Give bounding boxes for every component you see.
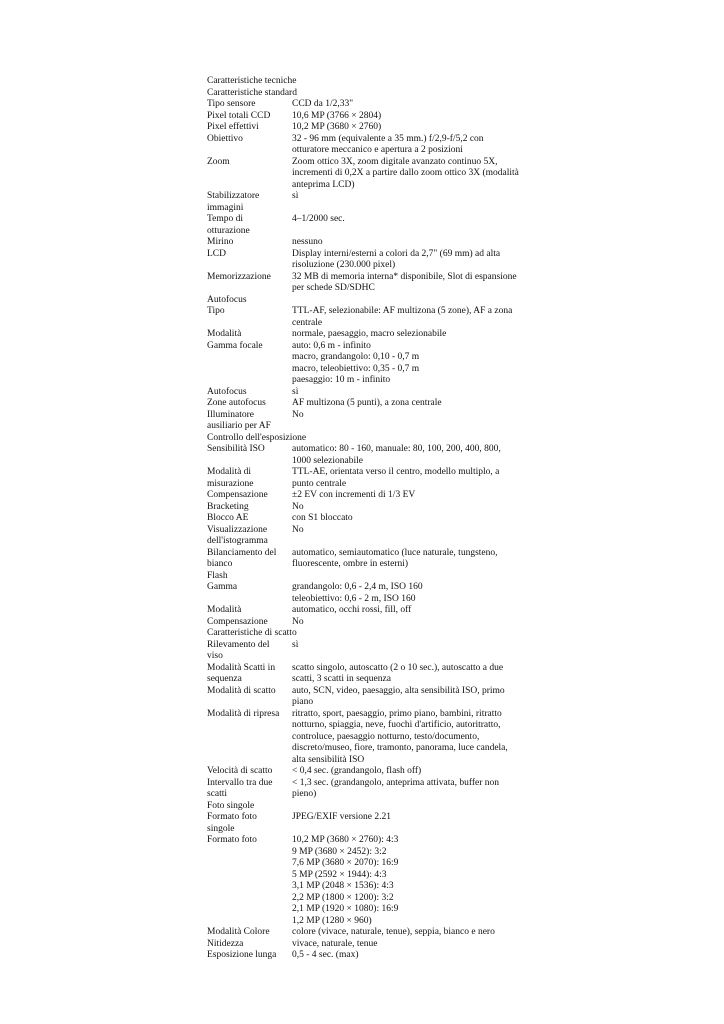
spec-row [207, 467, 527, 490]
spec-label: Blocco AE [207, 513, 249, 523]
spec-row [207, 214, 527, 237]
spec-label: Modalità Colore [207, 927, 270, 937]
spec-value: 10,2 MP (3680 × 2760) [292, 122, 382, 132]
spec-value: colore (vivace, naturale, tenue), seppia, bianco e nero [292, 927, 495, 937]
spec-value: sì [292, 639, 299, 650]
spec-value: sì [292, 386, 299, 397]
spec-row [207, 548, 527, 571]
spec-value: 32 MB di memoria interna* disponibile, Slot di espansione per schede SD/SDHC [292, 271, 517, 293]
spec-row [207, 663, 527, 686]
spec-label: Pixel effettivi [207, 122, 259, 132]
spec-row [207, 605, 527, 617]
spec-label: Visualizzazione dell'istogramma [207, 524, 268, 546]
spec-row [207, 410, 527, 433]
spec-label: Esposizione lunga [207, 950, 277, 960]
spec-label: Rilevamento del viso [207, 639, 270, 661]
spec-value: No [292, 524, 304, 535]
section-heading: Controllo dell'esposizione [207, 432, 307, 443]
spec-label: Modalità di scatto [207, 685, 276, 696]
spec-value: TTL-AF, selezionabile: AF multizona (5 zone), AF a zona centrale [292, 306, 513, 328]
spec-row [207, 490, 527, 502]
spec-label: Memorizzazione [207, 271, 271, 282]
spec-label: Modalità di ripresa [207, 708, 280, 719]
spec-row [207, 778, 527, 801]
spec-value: CCD da 1/2,33" [292, 99, 354, 109]
spec-value: auto, SCN, video, paesaggio, alta sensibilità ISO, primo piano [292, 685, 505, 707]
spec-label: Mirino [207, 237, 234, 247]
spec-value: automatico, occhi rossi, fill, off [292, 605, 412, 615]
spec-row [207, 950, 527, 962]
spec-label: Obiettivo [207, 133, 243, 144]
spec-value: 10,2 MP (3680 × 2760): 4:3 9 MP (3680 × 2452): 3:2 7,6 MP (3680 × 2070): 16:9 5 MP (2592 × 1944): 4:3 3,1 MP (2048 × 1536): 4:3 2,2 MP (1800 × 1200): 3:2 2,1 MP (1920 × 1080): 16:9 1,2 MP (1280 × 960) [292, 835, 399, 926]
spec-row [207, 617, 527, 629]
spec-value: ±2 EV con incrementi di 1/3 EV [292, 490, 416, 500]
spec-row [207, 134, 527, 157]
spec-label: Zone autofocus [207, 398, 266, 408]
spec-value: TTL-AE, orientata verso il centro, modello multiplo, a punto centrale [292, 467, 500, 489]
spec-value: automatico: 80 - 160, manuale: 80, 100, 200, 400, 800, 1000 selezionabile [292, 444, 501, 466]
spec-label: Tempo di otturazione [207, 214, 250, 236]
spec-label: Sensibilità ISO [207, 444, 265, 454]
spec-row [207, 272, 527, 295]
spec-value: < 0,4 sec. (grandangolo, flash off) [292, 766, 422, 776]
spec-row [207, 306, 527, 329]
spec-value: Display interni/esterni a colori da 2,7" (69 mm) ad alta risoluzione (230.000 pixel) [292, 248, 501, 270]
spec-row [207, 387, 527, 399]
spec-row [207, 444, 527, 467]
spec-row [207, 939, 527, 951]
spec-value: auto: 0,6 m - infinito macro, grandangolo: 0,10 - 0,7 m macro, teleobiettivo: 0,35 - 0,7 m paesaggio: 10 m - infinito [292, 340, 420, 385]
spec-row [207, 513, 527, 525]
spec-row [207, 122, 527, 134]
spec-row [207, 582, 527, 605]
section-heading: Autofocus [207, 294, 247, 305]
spec-value: No [292, 616, 304, 627]
spec-row [207, 157, 527, 192]
spec-label: Stabilizzatore immagini [207, 191, 260, 213]
spec-value: 32 - 96 mm (equivalente a 35 mm.) f/2,9-f/5,2 con otturatore meccanico e apertura a 2 posizioni [292, 133, 484, 155]
spec-row [207, 99, 527, 111]
spec-value: 0,5 - 4 sec. (max) [292, 950, 359, 960]
spec-row [207, 766, 527, 778]
spec-label: Modalità [207, 605, 242, 615]
spec-label: Modalità [207, 329, 242, 339]
spec-row [207, 502, 527, 514]
spec-value: scatto singolo, autoscatto (2 o 10 sec.), autoscatto a due scatti, 3 scatti in sequenza [292, 662, 504, 684]
spec-row [207, 835, 527, 927]
spec-value: No [292, 501, 304, 512]
spec-label: Illuminatore ausiliario per AF [207, 409, 271, 431]
spec-label: Tipo [207, 306, 225, 316]
spec-label: Formato foto [207, 835, 257, 845]
spec-label: Velocità di scatto [207, 766, 273, 776]
spec-value: No [292, 409, 304, 420]
spec-label: Pixel totali CCD [207, 110, 271, 121]
spec-value: 4–1/2000 sec. [292, 214, 345, 224]
spec-value: normale, paesaggio, macro selezionabile [292, 329, 447, 339]
spec-label: Bilanciamento del bianco [207, 547, 277, 569]
spec-label: Gamma [207, 582, 238, 592]
spec-row [207, 191, 527, 214]
spec-row [207, 709, 527, 767]
spec-row [207, 341, 527, 387]
spec-value: automatico, semiautomatico (luce naturale, tungsteno, fluorescente, ombre in esterni) [292, 547, 498, 569]
spec-value: vivace, naturale, tenue [292, 938, 378, 949]
spec-row [207, 812, 527, 835]
spec-label: Bracketing [207, 501, 249, 512]
spec-label: LCD [207, 248, 226, 259]
spec-label: Nitidezza [207, 938, 244, 949]
spec-label: Compensazione [207, 616, 268, 627]
spec-label: Compensazione [207, 490, 268, 500]
spec-value: grandangolo: 0,6 - 2,4 m, ISO 160 teleobiettivo: 0,6 - 2 m, ISO 160 [292, 582, 423, 604]
spec-row [207, 640, 527, 663]
section-heading: Caratteristiche di scatto [207, 628, 297, 638]
spec-value: con S1 bloccato [292, 513, 353, 523]
spec-label: Zoom [207, 156, 230, 167]
section-heading: Foto singole [207, 800, 255, 811]
spec-row [207, 111, 527, 123]
section-heading: Caratteristiche standard [207, 87, 297, 98]
spec-sections [207, 88, 527, 962]
spec-value: 10,6 MP (3766 × 2804) [292, 110, 382, 121]
spec-label: Formato foto singole [207, 812, 257, 834]
spec-label: Intervallo tra due scatti [207, 777, 273, 799]
spec-value: sì [292, 191, 299, 201]
spec-row [207, 686, 527, 709]
spec-value: Zoom ottico 3X, zoom digitale avanzato continuo 5X, incrementi di 0,2X a partire dallo zoom ottico 3X (modalità anteprima LCD) [292, 156, 519, 190]
spec-label: Gamma focale [207, 340, 263, 351]
spec-value: AF multizona (5 punti), a zona centrale [292, 398, 442, 408]
spec-row [207, 525, 527, 548]
page-title: Caratteristiche tecniche [207, 76, 297, 86]
spec-value: JPEG/EXIF versione 2.21 [292, 812, 391, 822]
spec-label: Tipo sensore [207, 99, 256, 109]
spec-label: Modalità Scatti in sequenza [207, 662, 276, 684]
spec-row [207, 249, 527, 272]
spec-row [207, 237, 527, 249]
spec-label: Modalità di misurazione [207, 467, 254, 489]
spec-row [207, 329, 527, 341]
section-heading: Flash [207, 570, 228, 581]
spec-document [207, 76, 527, 962]
spec-label: Autofocus [207, 386, 247, 397]
spec-row [207, 398, 527, 410]
spec-value: nessuno [292, 237, 323, 247]
spec-row [207, 927, 527, 939]
spec-value: < 1,3 sec. (grandangolo, anteprima attivata, buffer non pieno) [292, 777, 499, 799]
spec-value: ritratto, sport, paesaggio, primo piano, bambini, ritratto notturno, spiaggia, neve, fuochi d'artificio, autoritratto, controluce, paesaggio notturno, testo/documento, discreto/museo, fiore, tramonto, panorama, luce candela, alta sensibilità ISO [292, 708, 508, 765]
